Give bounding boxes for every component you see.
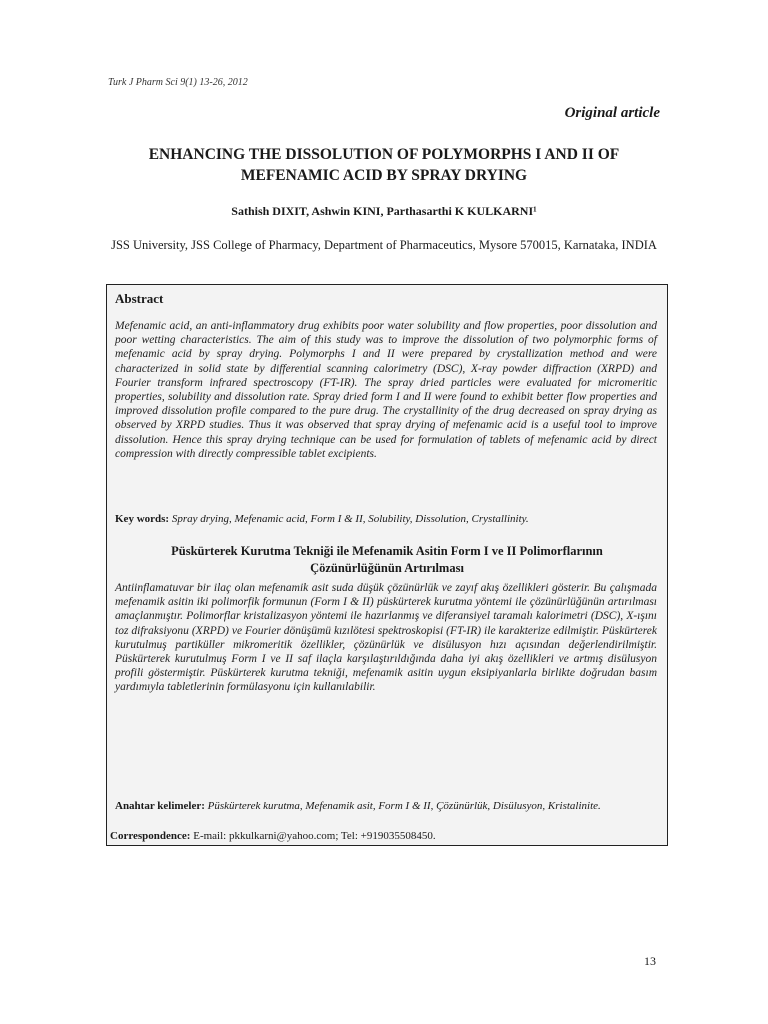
turkish-keywords-line [115,800,657,812]
abstract-box [106,284,668,846]
turkish-title: Püskürterek Kurutma Tekniği ile Mefenamik Asitin Form I ve II Polimorflarının Çözünürlüğünün Artırılması [171,544,603,575]
turkish-keywords-text: Püskürterek kurutma, Mefenamik asit, Form I & II, Çözünürlük, Disülusyon, Kristalinite. [207,800,601,812]
article-affiliation: JSS University, JSS College of Pharmacy, Department of Pharmaceutics, Mysore 570015, Karnataka, INDIA [111,238,657,252]
journal-reference: Turk J Pharm Sci 9(1) 13-26, 2012 [108,77,248,88]
article-type-label: Original article [564,105,660,121]
page-number: 13 [644,954,656,968]
article-title: ENHANCING THE DISSOLUTION OF POLYMORPHS I AND II OF MEFENAMIC ACID BY SPRAY DRYING [148,146,620,184]
keywords-line [115,513,657,525]
keywords-text: Spray drying, Mefenamic acid, Form I & II, Solubility, Dissolution, Crystallinity. [171,513,529,525]
correspondence-label: Correspondence: [110,830,191,842]
turkish-abstract-text: Antiinflamatuvar bir ilaç olan mefenamik asit suda düşük çözünürlük ve zayıf akış özellikleri gösterir. Bu çalışmada mefenamik asitin iki polimorfik formunun (Form I & II) püskürterek kurutma yöntemi ile çözünürlüğünün artırılması amaçlanmıştır. Polimorflar kristalizasyon yöntemi ile hazırlanmış ve diferansiyel taramalı kalorimetri (DSC), X-ışını toz difraksiyonu (XRPD) ve Fourier dönüşümü kızılötesi spektroskopisi (FT-IR) ile karakterize edilmiştir. Püskürterek kurutulmuş partiküller mikromeritik özellikler, çözünürlük ve disülusyon hızı açısından değerlendirilmiştir. Püskürterek kurutulmuş Form I ve II saf ilaçla karşılaştırıldığında daha iyi akış özellikleri ve artmış disülusyon profili göstermiştir. Püskürterek kurutma tekniği, mefenamik asitin uygun eksipiyanlarla birlikte doğrudan basım yardımıyla tabletlerinin formülasyonu için kullanılabilir. [115,582,657,694]
correspondence-text: E-mail: pkkulkarni@yahoo.com; Tel: +919035508450. [193,830,436,842]
keywords-label: Key words: [115,513,170,525]
abstract-text: Mefenamic acid, an anti-inflammatory drug exhibits poor water solubility and flow properties, poor dissolution and poor wetting characteristics. The aim of this study was to improve the dissolution of two polymorphic forms of mefenamic acid by spray drying. Polymorphs I and II were prepared by crystallization method and were characterized in solid state by differential scanning calorimetry (DSC), X-ray powder diffraction (XRPD) and Fourier transform infrared spectroscopy (FT-IR). The spray dried particles were evaluated for micromeritic properties, solubility and dissolution rate. Spray dried form I and II were found to exhibit better flow properties and improved dissolution profile compared to the pure drug. The crystallinity of the drug decreased on spray drying as observed by XRPD studies. Thus it was observed that spray drying of mefenamic acid is a useful tool to improve dissolution. Hence this spray drying technique can be used for formulation of tablets of mefenamic acid by direct compression with directly compressible tablet excipients. [115,320,657,460]
turkish-keywords-label: Anahtar kelimeler: [115,800,205,812]
correspondence-line [110,830,436,842]
article-authors: Sathish DIXIT, Ashwin KINI, Parthasarthi K KULKARNI¹ [231,204,537,218]
abstract-heading: Abstract [115,291,164,306]
